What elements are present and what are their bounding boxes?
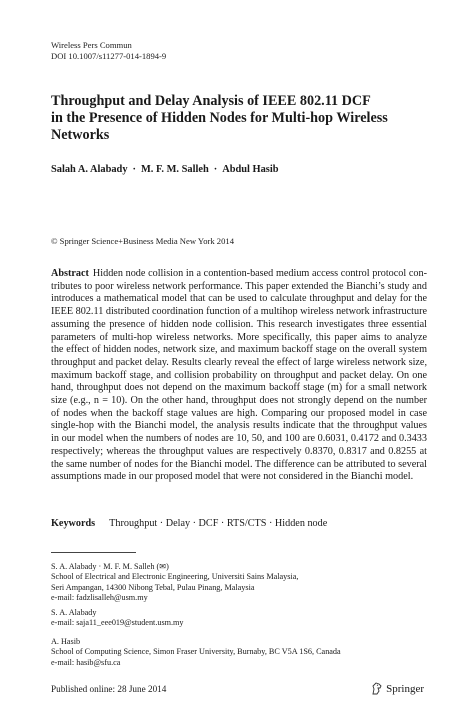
affiliation-line: Seri Ampangan, 14300 Nibong Tebal, Pulau Pinang, Malaysia — [51, 582, 255, 592]
abstract — [51, 268, 427, 484]
abstract-line: introduces a mathematical model that can be used to calculate throughput and delay for the — [51, 293, 427, 305]
abstract-label: Abstract — [51, 268, 89, 279]
keywords-label: Keywords — [51, 518, 96, 529]
abstract-line: assumptions made in our proposed model that were not considered in the Bianchi model. — [51, 471, 414, 483]
title-line: Networks — [51, 127, 110, 143]
affiliation-line: e-mail: hasib@sfu.ca — [51, 657, 121, 667]
affiliation-block — [51, 562, 298, 604]
keywords-list: Throughput · Delay · DCF · RTS/CTS · Hidden node — [109, 518, 328, 529]
abstract-line: single-hop with the Bianchi model, the analysis results indicate that the throughput values — [51, 420, 427, 432]
abstract-line: respectively; whereas the throughput values are respectively 0.8370, 0.8317 and 0.8255 at — [51, 445, 427, 457]
affiliation-line: S. A. Alabady — [51, 608, 97, 617]
abstract-line: assuming the presence of hidden node collision. This research investigates three essential — [51, 318, 427, 330]
author-name: M. F. M. Salleh — [141, 164, 209, 175]
abstract-line: tributes to poor wireless network performance. This paper extended the Bianchi’s study and — [51, 280, 427, 292]
abstract-line: throughput and packet delay. Results clearly reveal the effect of large wireless network size, — [51, 356, 427, 368]
springer-horse-icon — [371, 682, 383, 695]
abstract-line: the effect of hidden nodes, network size, and maximum backoff stage on the overall system — [51, 344, 427, 356]
affiliation-line: School of Electrical and Electronic Engineering, Universiti Sains Malaysia, — [51, 572, 299, 582]
affiliation-line: S. A. Alabady · M. F. M. Salleh (✉) — [51, 562, 169, 571]
affiliation-block — [51, 608, 184, 629]
doi: DOI 10.1007/s11277-014-1894-9 — [51, 51, 167, 61]
affiliation-line: e-mail: fadzlisalleh@usm.my — [51, 593, 148, 603]
publisher-name: Springer — [386, 682, 424, 695]
title-line: in the Presence of Hidden Nodes for Multi-hop Wireless — [51, 110, 388, 126]
paper-title — [51, 93, 431, 144]
author-list — [51, 164, 279, 175]
author-separator: · — [132, 164, 136, 175]
author-separator: · — [213, 164, 218, 175]
author-name: Abdul Hasib — [222, 164, 279, 175]
footnote-divider — [51, 552, 136, 553]
keywords — [51, 518, 327, 529]
publisher-logo — [371, 682, 424, 695]
author-name: Salah A. Alabady — [51, 164, 128, 175]
abstract-line: the same number of nodes for the Bianchi model. The difference can be attributed to several — [51, 458, 427, 470]
affiliation-line: School of Computing Science, Simon Fraser University, Burnaby, BC V5A 1S6, Canada — [51, 647, 341, 657]
abstract-line: size (e.g., n = 10). On the other hand, throughput does not strongly depend on the number — [51, 395, 427, 407]
abstract-line: IEEE 802.11 distributed coordination function of a multihop wireless network infrastructure — [51, 306, 427, 318]
affiliation-line: A. Hasib — [51, 637, 81, 646]
abstract-line: parameters of multi-hop wireless networks. More specifically, this paper aims to analyze — [51, 331, 427, 343]
abstract-line: in our model when the numbers of nodes are 10, 50, and 100 are 0.6031, 0.4172 and 0.3433 — [51, 433, 427, 445]
copyright-notice: © Springer Science+Business Media New York 2014 — [51, 236, 234, 246]
title-line: Throughput and Delay Analysis of IEEE 802.11 DCF — [51, 93, 371, 109]
affiliation-line: e-mail: saja11_eee019@student.usm.my — [51, 618, 184, 628]
affiliation-block — [51, 637, 341, 668]
published-date: Published online: 28 June 2014 — [51, 684, 167, 694]
abstract-line: of nodes when the backoff stage values are high. Comparing our proposed model in case — [51, 407, 427, 419]
abstract-line: hand, throughput does not depend on the maximum backoff stage (m) for a small network — [51, 382, 427, 394]
journal-name: Wireless Pers Commun — [51, 40, 132, 50]
abstract-line: maximum backoff stage, and collision probability on throughput and packet delay. On one — [51, 369, 427, 381]
abstract-line: Abstract Hidden node collision in a contention-based medium access control protocol con- — [51, 268, 427, 279]
